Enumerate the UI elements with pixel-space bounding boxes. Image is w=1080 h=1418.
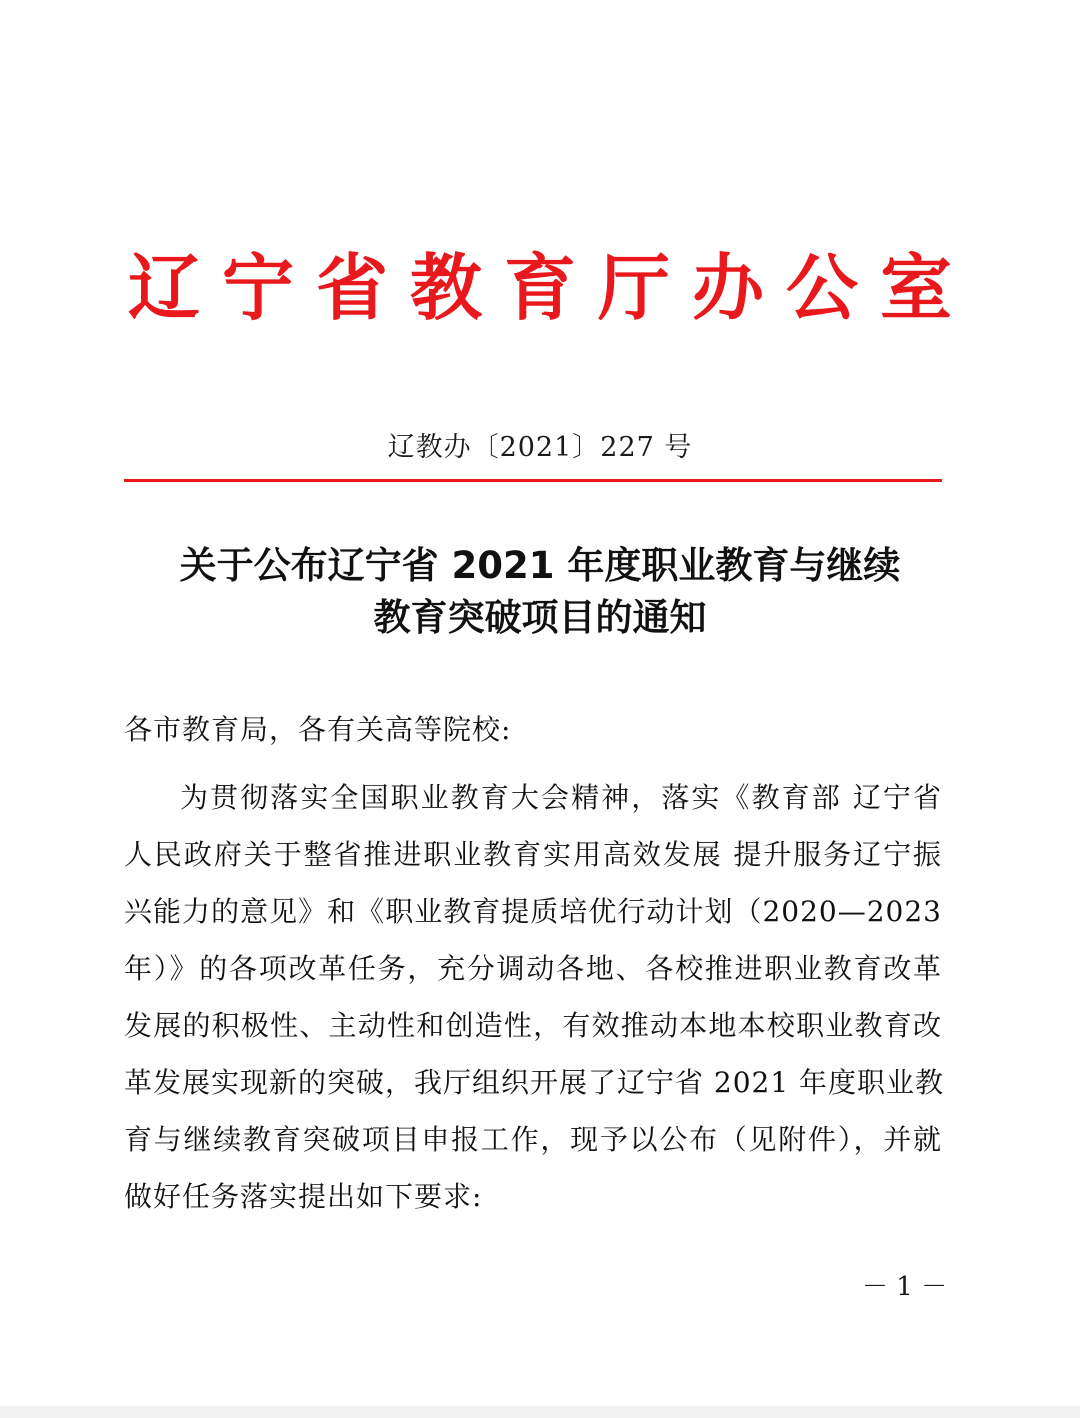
- red-separator-line: [124, 479, 942, 482]
- issuer-red-header: 辽宁省教育厅办公室: [127, 246, 974, 330]
- page-number: － 1 －: [862, 1272, 948, 1302]
- body-paragraph: [124, 769, 945, 1225]
- document-title-line-1: 关于公布辽宁省 2021 年度职业教育与继续: [179, 544, 901, 587]
- document-title: [0, 540, 1080, 644]
- body-line: 发展的积极性、主动性和创造性，有效推动本地本校职业教育改: [124, 1009, 942, 1042]
- body-line: 做好任务落实提出如下要求:: [124, 1180, 483, 1213]
- body-line: 人民政府关于整省推进职业教育实用高效发展 提升服务辽宁振: [124, 838, 942, 871]
- document-number: 辽教办〔2021〕227 号: [387, 432, 693, 463]
- document-title-line-2: 教育突破项目的通知: [373, 596, 707, 639]
- body-line: 革发展实现新的突破，我厅组织开展了辽宁省 2021 年度职业教: [124, 1066, 945, 1099]
- salutation: 各市教育局，各有关高等院校:: [124, 713, 512, 746]
- body-line: 育与继续教育突破项目申报工作，现予以公布（见附件），并就: [124, 1123, 942, 1156]
- body-line: 兴能力的意见》和《职业教育提质培优行动计划（2020—2023: [124, 895, 942, 928]
- body-line: 为贯彻落实全国职业教育大会精神，落实《教育部 辽宁省: [180, 781, 942, 814]
- body-line: 年）》的各项改革任务，充分调动各地、各校推进职业教育改革: [124, 952, 942, 985]
- scan-bottom-edge: [0, 1406, 1080, 1418]
